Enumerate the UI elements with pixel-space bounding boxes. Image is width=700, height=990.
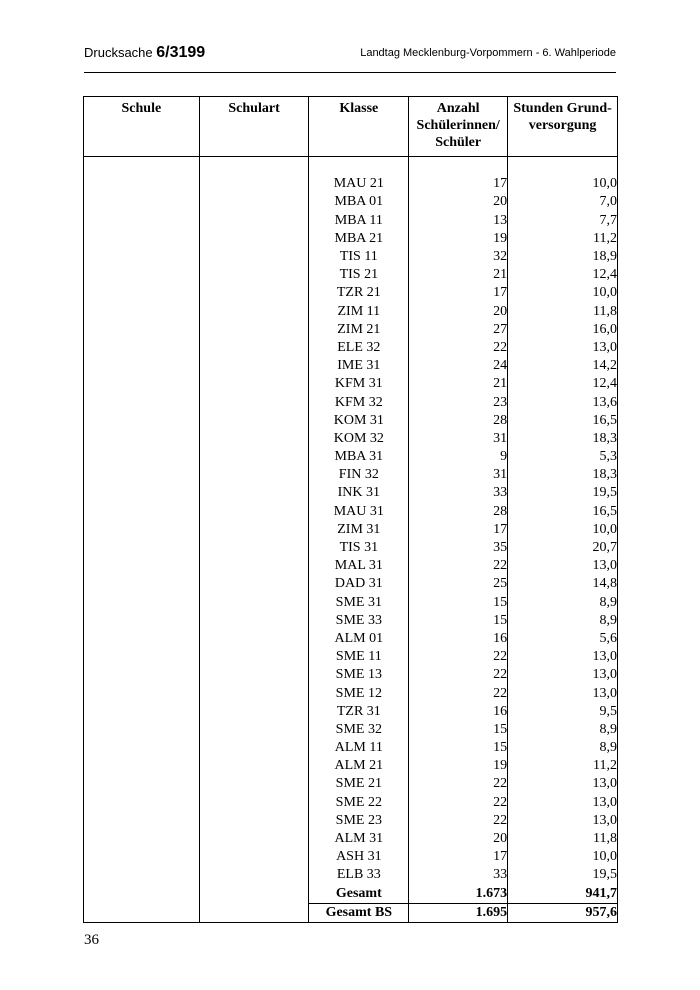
table-body bbox=[84, 157, 618, 885]
klasse-cell: MBA 21 bbox=[309, 230, 409, 248]
anzahl-cell: 17 bbox=[409, 848, 508, 866]
schule-cell bbox=[84, 830, 200, 848]
schulart-cell bbox=[199, 848, 309, 866]
stunden-cell: 5,6 bbox=[508, 630, 618, 648]
stunden-cell: 8,9 bbox=[508, 612, 618, 630]
anzahl-cell: 21 bbox=[409, 375, 508, 393]
allocation-table bbox=[83, 96, 618, 923]
table-row bbox=[84, 848, 618, 866]
schule-cell bbox=[84, 284, 200, 302]
stunden-cell: 13,6 bbox=[508, 393, 618, 411]
total-bs-row bbox=[84, 903, 618, 922]
klasse-cell: ELB 33 bbox=[309, 866, 409, 884]
table-row bbox=[84, 339, 618, 357]
table-row bbox=[84, 757, 618, 775]
anzahl-cell: 22 bbox=[409, 794, 508, 812]
stunden-cell: 16,0 bbox=[508, 321, 618, 339]
klasse-cell: TZR 31 bbox=[309, 703, 409, 721]
schulart-cell bbox=[199, 648, 309, 666]
table-row bbox=[84, 266, 618, 284]
anzahl-cell: 15 bbox=[409, 721, 508, 739]
klasse-cell: ASH 31 bbox=[309, 848, 409, 866]
anzahl-cell: 31 bbox=[409, 466, 508, 484]
page-number: 36 bbox=[84, 932, 99, 948]
anzahl-cell: 35 bbox=[409, 539, 508, 557]
klasse-cell: ELE 32 bbox=[309, 339, 409, 357]
anzahl-cell: 23 bbox=[409, 393, 508, 411]
table-row bbox=[84, 212, 618, 230]
schulart-cell bbox=[199, 812, 309, 830]
table-row bbox=[84, 448, 618, 466]
schule-cell bbox=[84, 575, 200, 593]
schulart-cell bbox=[199, 721, 309, 739]
klasse-cell: SME 22 bbox=[309, 794, 409, 812]
schulart-cell bbox=[199, 757, 309, 775]
table-row bbox=[84, 375, 618, 393]
klasse-cell: TIS 31 bbox=[309, 539, 409, 557]
document-id bbox=[84, 44, 205, 62]
klasse-cell: SME 23 bbox=[309, 812, 409, 830]
schulart-cell bbox=[199, 666, 309, 684]
schule-cell bbox=[84, 375, 200, 393]
schulart-cell bbox=[199, 539, 309, 557]
schule-cell bbox=[84, 684, 200, 702]
table-row bbox=[84, 175, 618, 193]
schule-cell bbox=[84, 703, 200, 721]
schule-cell bbox=[84, 248, 200, 266]
stunden-cell: 16,5 bbox=[508, 503, 618, 521]
table-header-row bbox=[84, 97, 618, 157]
schule-cell bbox=[84, 775, 200, 793]
schule-cell bbox=[84, 557, 200, 575]
klasse-cell: TIS 21 bbox=[309, 266, 409, 284]
klasse-cell: DAD 31 bbox=[309, 575, 409, 593]
stunden-cell: 18,3 bbox=[508, 430, 618, 448]
total-label: Gesamt bbox=[309, 885, 409, 904]
schulart-cell bbox=[199, 193, 309, 211]
stunden-cell: 8,9 bbox=[508, 594, 618, 612]
total-bs-stunden: 957,6 bbox=[508, 903, 618, 922]
schule-cell bbox=[84, 794, 200, 812]
klasse-cell: MBA 31 bbox=[309, 448, 409, 466]
table-row bbox=[84, 466, 618, 484]
klasse-cell: ZIM 31 bbox=[309, 521, 409, 539]
anzahl-cell: 33 bbox=[409, 866, 508, 884]
anzahl-cell: 13 bbox=[409, 212, 508, 230]
col-header-klasse: Klasse bbox=[309, 97, 409, 157]
klasse-cell: TZR 21 bbox=[309, 284, 409, 302]
stunden-cell: 13,0 bbox=[508, 794, 618, 812]
schulart-cell bbox=[199, 630, 309, 648]
anzahl-cell: 31 bbox=[409, 430, 508, 448]
parliament-label: Landtag Mecklenburg-Vorpommern - 6. Wahlperiode bbox=[360, 47, 616, 59]
anzahl-cell: 16 bbox=[409, 703, 508, 721]
schule-cell bbox=[84, 230, 200, 248]
stunden-cell: 18,3 bbox=[508, 466, 618, 484]
schulart-cell bbox=[199, 575, 309, 593]
total-bs-label: Gesamt BS bbox=[309, 903, 409, 922]
stunden-cell: 18,9 bbox=[508, 248, 618, 266]
schule-cell bbox=[84, 721, 200, 739]
schulart-cell bbox=[199, 794, 309, 812]
total-row bbox=[84, 885, 618, 904]
table-row bbox=[84, 630, 618, 648]
stunden-cell: 14,2 bbox=[508, 357, 618, 375]
klasse-cell: ALM 31 bbox=[309, 830, 409, 848]
stunden-cell: 13,0 bbox=[508, 812, 618, 830]
stunden-cell: 11,8 bbox=[508, 830, 618, 848]
schule-cell bbox=[84, 539, 200, 557]
anzahl-cell: 22 bbox=[409, 775, 508, 793]
schulart-cell bbox=[199, 412, 309, 430]
schule-cell bbox=[84, 848, 200, 866]
schule-cell bbox=[84, 648, 200, 666]
anzahl-cell: 20 bbox=[409, 303, 508, 321]
stunden-cell: 11,2 bbox=[508, 230, 618, 248]
stunden-cell: 13,0 bbox=[508, 775, 618, 793]
schule-cell bbox=[84, 266, 200, 284]
table-row bbox=[84, 594, 618, 612]
stunden-cell: 7,7 bbox=[508, 212, 618, 230]
schule-cell bbox=[84, 666, 200, 684]
schulart-cell bbox=[199, 521, 309, 539]
anzahl-cell: 15 bbox=[409, 612, 508, 630]
spacer-row bbox=[84, 157, 618, 176]
schule-cell bbox=[84, 812, 200, 830]
anzahl-cell: 22 bbox=[409, 648, 508, 666]
klasse-cell: SME 12 bbox=[309, 684, 409, 702]
anzahl-cell: 19 bbox=[409, 230, 508, 248]
anzahl-cell: 24 bbox=[409, 357, 508, 375]
table-row bbox=[84, 412, 618, 430]
col-header-schule: Schule bbox=[84, 97, 200, 157]
schule-cell bbox=[84, 193, 200, 211]
total-stunden: 941,7 bbox=[508, 885, 618, 904]
schulart-cell bbox=[199, 375, 309, 393]
anzahl-cell: 20 bbox=[409, 193, 508, 211]
anzahl-cell: 25 bbox=[409, 575, 508, 593]
table-row bbox=[84, 248, 618, 266]
table-row bbox=[84, 484, 618, 502]
schule-cell bbox=[84, 503, 200, 521]
schulart-cell bbox=[199, 594, 309, 612]
table-row bbox=[84, 393, 618, 411]
table-row bbox=[84, 703, 618, 721]
schule-cell bbox=[84, 739, 200, 757]
stunden-cell: 8,9 bbox=[508, 721, 618, 739]
schulart-cell bbox=[199, 303, 309, 321]
anzahl-cell: 22 bbox=[409, 557, 508, 575]
stunden-cell: 9,5 bbox=[508, 703, 618, 721]
schulart-cell bbox=[199, 393, 309, 411]
table-row bbox=[84, 230, 618, 248]
table-row bbox=[84, 521, 618, 539]
schulart-cell bbox=[199, 230, 309, 248]
anzahl-cell: 22 bbox=[409, 684, 508, 702]
stunden-cell: 10,0 bbox=[508, 284, 618, 302]
schulart-cell bbox=[199, 684, 309, 702]
schulart-cell bbox=[199, 430, 309, 448]
klasse-cell: SME 32 bbox=[309, 721, 409, 739]
schule-cell bbox=[84, 630, 200, 648]
klasse-cell: ZIM 11 bbox=[309, 303, 409, 321]
table-row bbox=[84, 721, 618, 739]
anzahl-cell: 33 bbox=[409, 484, 508, 502]
anzahl-cell: 17 bbox=[409, 521, 508, 539]
table-row bbox=[84, 357, 618, 375]
stunden-cell: 8,9 bbox=[508, 739, 618, 757]
klasse-cell: ALM 21 bbox=[309, 757, 409, 775]
schule-cell bbox=[84, 357, 200, 375]
col-header-schulart: Schulart bbox=[199, 97, 309, 157]
klasse-cell: IME 31 bbox=[309, 357, 409, 375]
stunden-cell: 13,0 bbox=[508, 666, 618, 684]
klasse-cell: ALM 01 bbox=[309, 630, 409, 648]
table-row bbox=[84, 575, 618, 593]
schulart-cell bbox=[199, 739, 309, 757]
schule-cell bbox=[84, 612, 200, 630]
klasse-cell: SME 33 bbox=[309, 612, 409, 630]
stunden-cell: 12,4 bbox=[508, 375, 618, 393]
schule-cell bbox=[84, 594, 200, 612]
schule-cell bbox=[84, 484, 200, 502]
schule-cell bbox=[84, 212, 200, 230]
table-row bbox=[84, 284, 618, 302]
schulart-cell bbox=[199, 557, 309, 575]
klasse-cell: SME 31 bbox=[309, 594, 409, 612]
stunden-cell: 10,0 bbox=[508, 175, 618, 193]
schule-cell bbox=[84, 430, 200, 448]
table-row bbox=[84, 303, 618, 321]
stunden-cell: 11,8 bbox=[508, 303, 618, 321]
stunden-cell: 5,3 bbox=[508, 448, 618, 466]
schulart-cell bbox=[199, 866, 309, 884]
schulart-cell bbox=[199, 503, 309, 521]
anzahl-cell: 32 bbox=[409, 248, 508, 266]
table-row bbox=[84, 666, 618, 684]
klasse-cell: SME 21 bbox=[309, 775, 409, 793]
schulart-cell bbox=[199, 212, 309, 230]
document-prefix: Drucksache bbox=[84, 45, 157, 60]
anzahl-cell: 22 bbox=[409, 666, 508, 684]
schulart-cell bbox=[199, 466, 309, 484]
anzahl-cell: 28 bbox=[409, 503, 508, 521]
anzahl-cell: 15 bbox=[409, 594, 508, 612]
klasse-cell: SME 11 bbox=[309, 648, 409, 666]
table-row bbox=[84, 684, 618, 702]
klasse-cell: KFM 31 bbox=[309, 375, 409, 393]
page-header bbox=[84, 42, 616, 73]
stunden-cell: 13,0 bbox=[508, 648, 618, 666]
klasse-cell: ALM 11 bbox=[309, 739, 409, 757]
stunden-cell: 19,5 bbox=[508, 484, 618, 502]
col-header-anzahl: Anzahl Schülerinnen/ Schüler bbox=[409, 97, 508, 157]
anzahl-cell: 16 bbox=[409, 630, 508, 648]
anzahl-cell: 20 bbox=[409, 830, 508, 848]
stunden-cell: 7,0 bbox=[508, 193, 618, 211]
total-anzahl: 1.673 bbox=[409, 885, 508, 904]
col-header-stunden: Stunden Grund- versorgung bbox=[508, 97, 618, 157]
table-row bbox=[84, 812, 618, 830]
schule-cell bbox=[84, 466, 200, 484]
klasse-cell: MAU 31 bbox=[309, 503, 409, 521]
table-row bbox=[84, 503, 618, 521]
anzahl-cell: 22 bbox=[409, 339, 508, 357]
table-row bbox=[84, 866, 618, 884]
schulart-cell bbox=[199, 175, 309, 193]
schulart-cell bbox=[199, 248, 309, 266]
schulart-cell bbox=[199, 448, 309, 466]
stunden-cell: 10,0 bbox=[508, 848, 618, 866]
document-number: 6/3199 bbox=[156, 44, 206, 61]
klasse-cell: MAL 31 bbox=[309, 557, 409, 575]
schulart-cell bbox=[199, 703, 309, 721]
table-row bbox=[84, 648, 618, 666]
stunden-cell: 16,5 bbox=[508, 412, 618, 430]
anzahl-cell: 9 bbox=[409, 448, 508, 466]
schule-cell bbox=[84, 412, 200, 430]
klasse-cell: MBA 01 bbox=[309, 193, 409, 211]
stunden-cell: 10,0 bbox=[508, 521, 618, 539]
anzahl-cell: 27 bbox=[409, 321, 508, 339]
anzahl-cell: 17 bbox=[409, 175, 508, 193]
table-row bbox=[84, 430, 618, 448]
table-row bbox=[84, 830, 618, 848]
klasse-cell: INK 31 bbox=[309, 484, 409, 502]
schule-cell bbox=[84, 866, 200, 884]
stunden-cell: 14,8 bbox=[508, 575, 618, 593]
schule-cell bbox=[84, 757, 200, 775]
schule-cell bbox=[84, 448, 200, 466]
table-row bbox=[84, 539, 618, 557]
schule-cell bbox=[84, 303, 200, 321]
schule-cell bbox=[84, 521, 200, 539]
schule-cell bbox=[84, 339, 200, 357]
table-row bbox=[84, 193, 618, 211]
klasse-cell: KOM 32 bbox=[309, 430, 409, 448]
schulart-cell bbox=[199, 357, 309, 375]
klasse-cell: KOM 31 bbox=[309, 412, 409, 430]
table-row bbox=[84, 321, 618, 339]
anzahl-cell: 28 bbox=[409, 412, 508, 430]
anzahl-cell: 21 bbox=[409, 266, 508, 284]
table-row bbox=[84, 557, 618, 575]
anzahl-cell: 17 bbox=[409, 284, 508, 302]
schulart-cell bbox=[199, 484, 309, 502]
schulart-cell bbox=[199, 284, 309, 302]
stunden-cell: 19,5 bbox=[508, 866, 618, 884]
schulart-cell bbox=[199, 321, 309, 339]
stunden-cell: 13,0 bbox=[508, 557, 618, 575]
schulart-cell bbox=[199, 830, 309, 848]
schule-cell bbox=[84, 393, 200, 411]
anzahl-cell: 15 bbox=[409, 739, 508, 757]
table-row bbox=[84, 794, 618, 812]
klasse-cell: FIN 32 bbox=[309, 466, 409, 484]
stunden-cell: 13,0 bbox=[508, 339, 618, 357]
table-row bbox=[84, 775, 618, 793]
total-bs-anzahl: 1.695 bbox=[409, 903, 508, 922]
anzahl-cell: 19 bbox=[409, 757, 508, 775]
stunden-cell: 20,7 bbox=[508, 539, 618, 557]
klasse-cell: MAU 21 bbox=[309, 175, 409, 193]
schule-cell bbox=[84, 321, 200, 339]
table-row bbox=[84, 739, 618, 757]
stunden-cell: 12,4 bbox=[508, 266, 618, 284]
klasse-cell: MBA 11 bbox=[309, 212, 409, 230]
anzahl-cell: 22 bbox=[409, 812, 508, 830]
stunden-cell: 11,2 bbox=[508, 757, 618, 775]
schulart-cell bbox=[199, 339, 309, 357]
klasse-cell: SME 13 bbox=[309, 666, 409, 684]
schule-cell bbox=[84, 175, 200, 193]
klasse-cell: KFM 32 bbox=[309, 393, 409, 411]
schulart-cell bbox=[199, 612, 309, 630]
schulart-cell bbox=[199, 266, 309, 284]
schulart-cell bbox=[199, 775, 309, 793]
stunden-cell: 13,0 bbox=[508, 684, 618, 702]
klasse-cell: TIS 11 bbox=[309, 248, 409, 266]
klasse-cell: ZIM 21 bbox=[309, 321, 409, 339]
table-row bbox=[84, 612, 618, 630]
